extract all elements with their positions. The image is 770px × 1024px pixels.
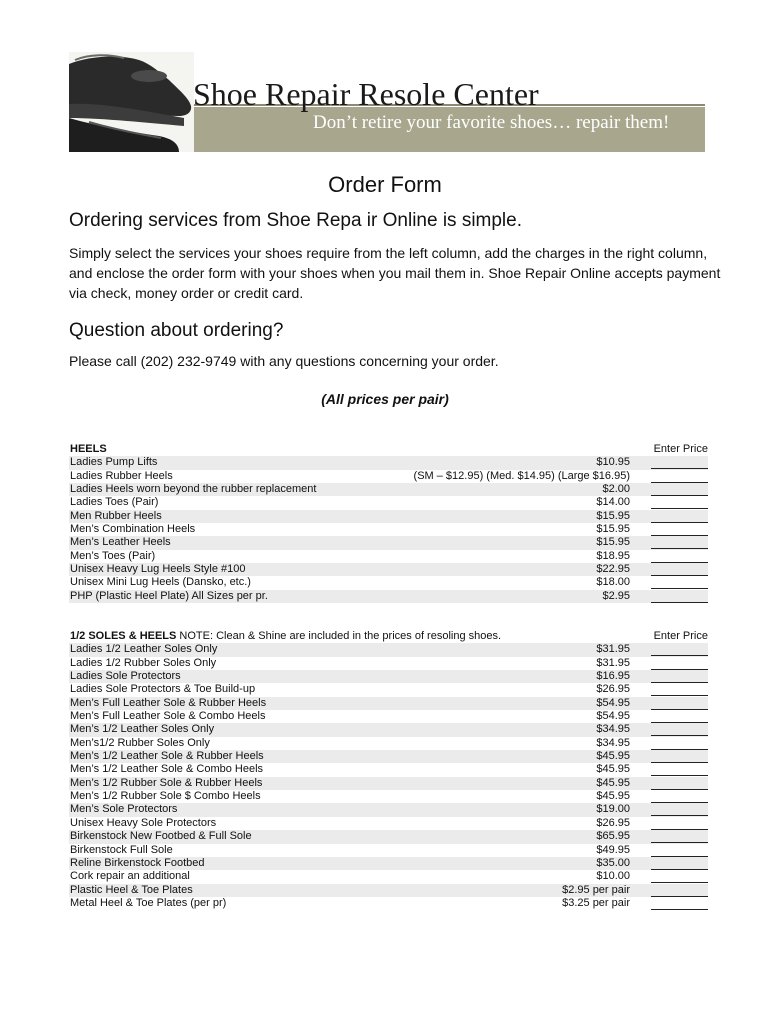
enter-price-field[interactable] bbox=[651, 672, 708, 683]
service-price: $14.00 bbox=[596, 496, 630, 509]
enter-price-field[interactable] bbox=[651, 645, 708, 656]
service-name: Ladies Sole Protectors bbox=[70, 670, 181, 683]
price-row bbox=[69, 470, 708, 483]
price-row bbox=[69, 817, 708, 830]
price-row bbox=[69, 844, 708, 857]
price-row bbox=[69, 510, 708, 523]
service-price: $15.95 bbox=[596, 536, 630, 549]
service-name: Ladies Pump Lifts bbox=[70, 456, 158, 469]
price-row bbox=[69, 643, 708, 656]
service-price: $54.95 bbox=[596, 710, 630, 723]
price-row bbox=[69, 790, 708, 803]
service-price: $34.95 bbox=[596, 736, 630, 749]
heels-table bbox=[69, 443, 708, 603]
service-name: Men’s Full Leather Sole & Combo Heels bbox=[70, 710, 266, 723]
enter-price-field[interactable] bbox=[651, 712, 708, 723]
service-name: PHP (Plastic Heel Plate) All Sizes per pr. bbox=[70, 589, 268, 602]
service-name: Plastic Heel & Toe Plates bbox=[70, 883, 193, 896]
service-price: $10.00 bbox=[596, 870, 630, 883]
service-name: Ladies Rubber Heels bbox=[70, 469, 173, 482]
soles-header-row bbox=[69, 630, 708, 643]
enter-price-field[interactable] bbox=[651, 659, 708, 670]
price-row bbox=[69, 456, 708, 469]
heels-enter-price-label: Enter Price bbox=[653, 443, 708, 455]
service-price: $49.95 bbox=[596, 843, 630, 856]
service-price: $19.00 bbox=[596, 803, 630, 816]
service-price: $45.95 bbox=[596, 763, 630, 776]
service-price: $3.25 per pair bbox=[562, 896, 630, 909]
price-row bbox=[69, 723, 708, 736]
service-name: Ladies Toes (Pair) bbox=[70, 496, 159, 509]
service-price: $26.95 bbox=[596, 816, 630, 829]
enter-price-field[interactable] bbox=[651, 552, 708, 563]
enter-price-field[interactable] bbox=[651, 725, 708, 736]
header-banner bbox=[69, 52, 705, 152]
service-name: Men’s Full Leather Sole & Rubber Heels bbox=[70, 696, 267, 709]
price-row bbox=[69, 496, 708, 509]
price-row bbox=[69, 737, 708, 750]
service-name: Men’s Combination Heels bbox=[70, 523, 196, 536]
price-row bbox=[69, 830, 708, 843]
price-row bbox=[69, 857, 708, 870]
price-row bbox=[69, 483, 708, 496]
service-price: $26.95 bbox=[596, 683, 630, 696]
service-price: $22.95 bbox=[596, 563, 630, 576]
service-price: $31.95 bbox=[596, 643, 630, 656]
service-price: $45.95 bbox=[596, 750, 630, 763]
heels-title: HEELS bbox=[70, 443, 107, 455]
soles-title: 1/2 SOLES & HEELS bbox=[70, 630, 177, 642]
soles-note: NOTE: Clean & Shine are included in the prices of resoling shoes. bbox=[176, 630, 502, 642]
service-price: $2.00 bbox=[602, 483, 630, 496]
enter-price-field[interactable] bbox=[651, 525, 708, 536]
service-price: $18.95 bbox=[596, 549, 630, 562]
service-name: Unisex Heavy Lug Heels Style #100 bbox=[70, 563, 246, 576]
enter-price-field[interactable] bbox=[651, 872, 708, 883]
enter-price-field[interactable] bbox=[651, 498, 708, 509]
service-price: $15.95 bbox=[596, 509, 630, 522]
service-price: $35.00 bbox=[596, 856, 630, 869]
enter-price-field[interactable] bbox=[651, 472, 708, 483]
service-name: Men’s 1/2 Leather Sole & Combo Heels bbox=[70, 763, 264, 776]
price-row bbox=[69, 697, 708, 710]
service-name: Men’s1/2 Rubber Soles Only bbox=[70, 736, 210, 749]
price-row bbox=[69, 884, 708, 897]
price-row bbox=[69, 777, 708, 790]
price-row bbox=[69, 870, 708, 883]
service-price: $34.95 bbox=[596, 723, 630, 736]
service-name: Cork repair an additional bbox=[70, 870, 190, 883]
enter-price-field[interactable] bbox=[651, 565, 708, 576]
service-price: $45.95 bbox=[596, 790, 630, 803]
enter-price-field[interactable] bbox=[651, 832, 708, 843]
service-price: $2.95 bbox=[602, 589, 630, 602]
heels-header-row bbox=[69, 443, 708, 456]
enter-price-field[interactable] bbox=[651, 886, 708, 897]
service-price: (SM – $12.95) (Med. $14.95) (Large $16.95) bbox=[413, 469, 630, 482]
enter-price-field[interactable] bbox=[651, 458, 708, 469]
questions-paragraph: Please call (202) 232-9749 with any questions concerning your order. bbox=[69, 353, 499, 369]
intro-heading: Ordering services from Shoe Repa ir Online is simple. bbox=[69, 210, 523, 231]
price-row bbox=[69, 536, 708, 549]
enter-price-field[interactable] bbox=[651, 859, 708, 870]
service-name: Men Rubber Heels bbox=[70, 509, 162, 522]
service-name: Metal Heel & Toe Plates (per pr) bbox=[70, 896, 227, 909]
banner-tagline: Don’t retire your favorite shoes… repair them! bbox=[313, 112, 670, 133]
enter-price-field[interactable] bbox=[651, 805, 708, 816]
enter-price-field[interactable] bbox=[651, 538, 708, 549]
service-name: Ladies 1/2 Rubber Soles Only bbox=[70, 656, 217, 669]
price-row bbox=[69, 763, 708, 776]
service-name: Unisex Heavy Sole Protectors bbox=[70, 816, 217, 829]
enter-price-field[interactable] bbox=[651, 485, 708, 496]
enter-price-field[interactable] bbox=[651, 752, 708, 763]
price-row bbox=[69, 710, 708, 723]
enter-price-field[interactable] bbox=[651, 819, 708, 830]
enter-price-field[interactable] bbox=[651, 699, 708, 710]
service-name: Men’s 1/2 Leather Sole & Rubber Heels bbox=[70, 750, 264, 763]
price-row bbox=[69, 550, 708, 563]
service-name: Ladies Sole Protectors & Toe Build-up bbox=[70, 683, 256, 696]
intro-paragraph: Simply select the services your shoes require from the left column, add the charges in the right column, and enclose the order form with your shoes when you mail them in. Shoe Repair Online accepts payment via check, money order or credit card. bbox=[69, 245, 721, 301]
enter-price-field[interactable] bbox=[651, 592, 708, 603]
price-row bbox=[69, 523, 708, 536]
price-row bbox=[69, 803, 708, 816]
enter-price-field[interactable] bbox=[651, 779, 708, 790]
prices-note: (All prices per pair) bbox=[321, 391, 449, 407]
soles-enter-price-label: Enter Price bbox=[653, 630, 708, 642]
service-price: $45.95 bbox=[596, 776, 630, 789]
service-price: $16.95 bbox=[596, 670, 630, 683]
service-name: Ladies Heels worn beyond the rubber replacement bbox=[70, 483, 317, 496]
enter-price-field[interactable] bbox=[651, 846, 708, 857]
price-row bbox=[69, 657, 708, 670]
service-name: Birkenstock Full Sole bbox=[70, 843, 173, 856]
service-name: Unisex Mini Lug Heels (Dansko, etc.) bbox=[70, 576, 251, 589]
service-name: Men’s 1/2 Rubber Sole & Rubber Heels bbox=[70, 776, 263, 789]
enter-price-field[interactable] bbox=[651, 765, 708, 776]
service-name: Men’s 1/2 Rubber Sole $ Combo Heels bbox=[70, 790, 261, 803]
service-price: $65.95 bbox=[596, 830, 630, 843]
service-price: $54.95 bbox=[596, 696, 630, 709]
service-name: Ladies 1/2 Leather Soles Only bbox=[70, 643, 218, 656]
enter-price-field[interactable] bbox=[651, 685, 708, 696]
soles-title-wrap bbox=[70, 630, 501, 643]
service-name: Men’s Sole Protectors bbox=[70, 803, 178, 816]
enter-price-field[interactable] bbox=[651, 578, 708, 589]
price-row bbox=[69, 590, 708, 603]
service-price: $18.00 bbox=[596, 576, 630, 589]
service-name: Birkenstock New Footbed & Full Sole bbox=[70, 830, 252, 843]
price-row bbox=[69, 750, 708, 763]
enter-price-field[interactable] bbox=[651, 512, 708, 523]
price-row bbox=[69, 576, 708, 589]
shoe-logo-icon bbox=[69, 52, 194, 152]
service-price: $15.95 bbox=[596, 523, 630, 536]
enter-price-field[interactable] bbox=[651, 739, 708, 750]
price-row bbox=[69, 897, 708, 910]
soles-table bbox=[69, 630, 708, 910]
service-price: $2.95 per pair bbox=[562, 883, 630, 896]
price-row bbox=[69, 670, 708, 683]
service-name: Men’s Leather Heels bbox=[70, 536, 171, 549]
price-row bbox=[69, 563, 708, 576]
service-name: Reline Birkenstock Footbed bbox=[70, 856, 205, 869]
questions-heading: Question about ordering? bbox=[69, 320, 284, 341]
service-name: Men’s 1/2 Leather Soles Only bbox=[70, 723, 215, 736]
banner-title: Shoe Repair Resole Center bbox=[193, 76, 539, 112]
service-price: $10.95 bbox=[596, 456, 630, 469]
service-price: $31.95 bbox=[596, 656, 630, 669]
enter-price-field[interactable] bbox=[651, 899, 708, 910]
page-title: Order Form bbox=[328, 172, 442, 197]
service-name: Men’s Toes (Pair) bbox=[70, 549, 156, 562]
price-row bbox=[69, 683, 708, 696]
enter-price-field[interactable] bbox=[651, 792, 708, 803]
